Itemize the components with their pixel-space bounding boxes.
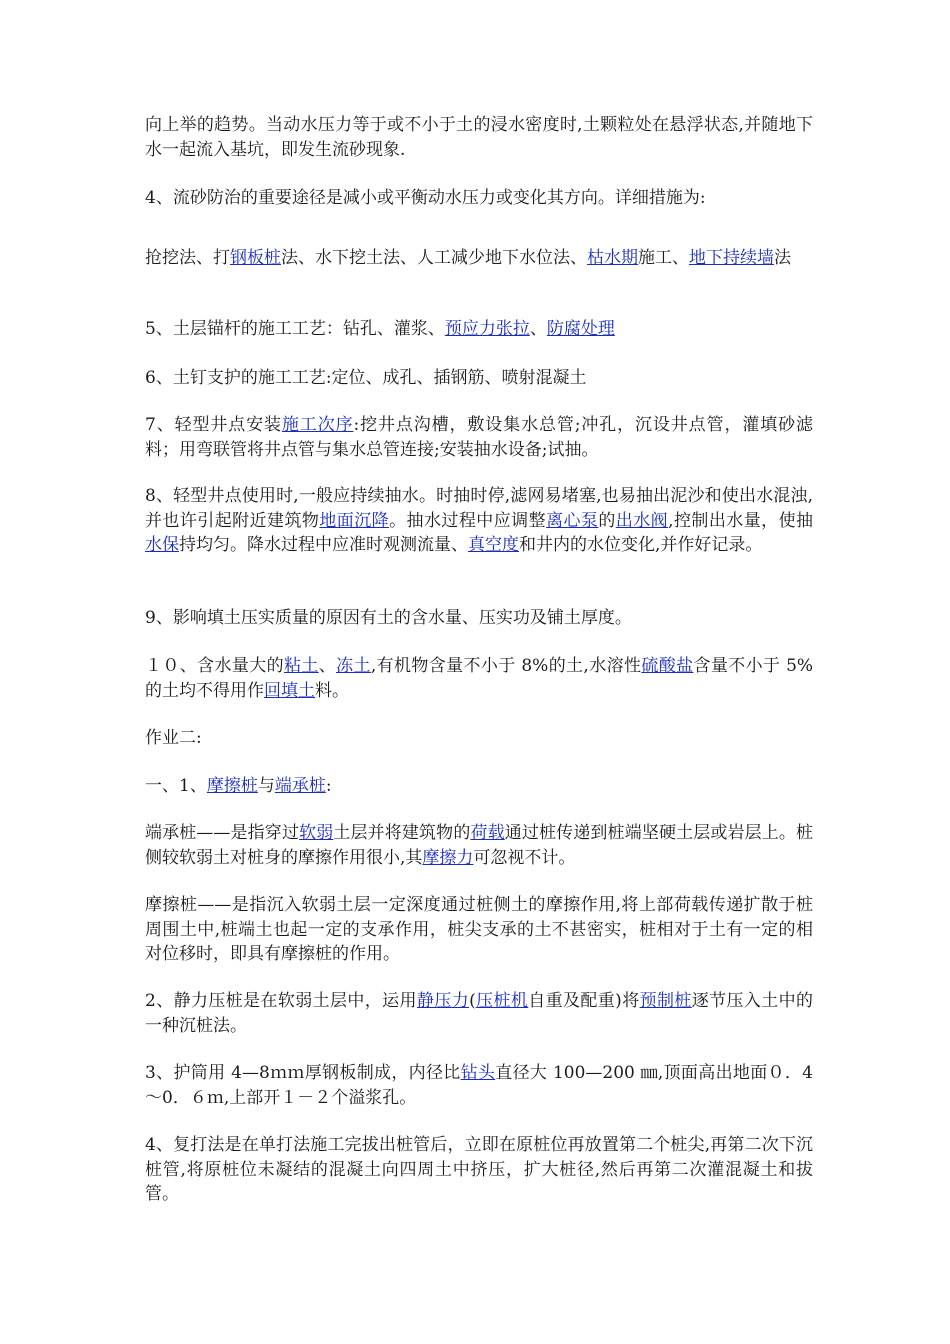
text-run: ( xyxy=(469,991,476,1011)
text-run: 法 xyxy=(774,248,791,268)
text-run: 自重及配重)将 xyxy=(528,991,640,1011)
text-run: ,控制出水量，使抽 xyxy=(668,510,814,531)
term-link[interactable]: 静压力 xyxy=(416,991,470,1011)
text-run: 一、1、 xyxy=(145,776,207,796)
term-link[interactable]: 水保 xyxy=(145,535,179,555)
paragraph-4-measures xyxy=(145,246,791,271)
text-run: 可忽视不计。 xyxy=(473,847,576,868)
term-link[interactable]: 硫酸盐 xyxy=(641,656,694,676)
term-link[interactable]: 回填土 xyxy=(264,680,315,701)
paragraph-10 xyxy=(145,654,813,703)
text-run: 作业二: xyxy=(145,728,202,748)
text-run: 持均匀。降水过程中应准时观测流量、 xyxy=(179,535,468,555)
text-run: 。抽水过程中应调整 xyxy=(389,510,547,531)
text-run: 抢挖法、打 xyxy=(145,248,230,268)
text-run: :挖井点沟槽，敷设集水总管;冲孔，沉设井点管，灌填砂滤料；用弯联管将井点管与集水总管连接;安装抽水设备;试抽。 xyxy=(145,415,813,460)
text-run: 法、水下挖土法、人工减少地下水位法、 xyxy=(281,248,587,268)
term-link[interactable]: 离心泵 xyxy=(546,510,599,531)
term-link[interactable]: 端承桩 xyxy=(274,776,326,796)
paragraph-5 xyxy=(145,317,615,342)
text-run: 6、土钉支护的施工工艺:定位、成孔、插钢筋、喷射混凝土 xyxy=(145,368,587,388)
text-run: 7、轻型井点安装 xyxy=(145,415,282,435)
term-link[interactable]: 摩擦桩 xyxy=(206,776,258,796)
paragraph-flow-sand-cause xyxy=(145,113,813,162)
term-link[interactable]: 粘土 xyxy=(283,656,319,676)
text-run: 3、护筒用 4—8ｍｍ厚钢板制成，内径比 xyxy=(145,1063,461,1083)
term-link[interactable]: 预制桩 xyxy=(639,991,692,1011)
paragraph-end-bearing-pile xyxy=(145,821,813,870)
term-link[interactable]: 软弱 xyxy=(299,823,334,843)
text-run: 4、复打法是在单打法施工完拔出桩管后，立即在原桩位再放置第二个桩尖,再第二次下沉桩管,将原桩位未凝结的混凝土向四周土中挤压，扩大桩径,然后再第二次灌混凝土和拔管。 xyxy=(145,1135,813,1204)
text-run: 4、流砂防治的重要途径是减小或平衡动水压力或变化其方向。详细措施为: xyxy=(145,188,706,208)
term-link[interactable]: 真空度 xyxy=(468,535,519,555)
text-run: 施工、 xyxy=(638,248,689,268)
text-run: 逐节压入土中的一种沉桩法。 xyxy=(145,991,814,1036)
term-link[interactable]: 枯水期 xyxy=(587,248,638,268)
text-run: 含量不小于 5%的土均不得用作 xyxy=(145,656,814,701)
text-run: 摩擦桩——是指沉入软弱土层一定深度通过桩侧土的摩擦作用,将上部荷载传递扩散于桩周围土中,桩端土也起一定的支承作用，桩尖支承的土不甚密实，桩相对于土有一定的相对位移时，即具有摩擦桩的作用。 xyxy=(145,895,813,964)
text-run: 、 xyxy=(529,319,547,339)
term-link[interactable]: 冻土 xyxy=(336,656,371,676)
term-link[interactable]: 地面沉降 xyxy=(319,510,390,531)
text-run: 9、影响填土压实质量的原因有土的含水量、压实功及铺土厚度。 xyxy=(145,608,632,628)
text-run: 土层并将建筑物的 xyxy=(333,823,471,843)
text-run: 与 xyxy=(257,776,275,796)
term-link[interactable]: 荷载 xyxy=(470,823,505,843)
paragraph-9 xyxy=(145,606,632,631)
paragraph-7 xyxy=(145,413,813,462)
term-link[interactable]: 防腐处理 xyxy=(546,319,615,339)
term-link[interactable]: 预应力张拉 xyxy=(444,319,530,339)
text-run: 5、土层锚杆的施工工艺：钻孔、灌浆、 xyxy=(145,319,445,339)
paragraph-4-re-driving xyxy=(145,1133,813,1207)
text-run: 料。 xyxy=(315,680,349,701)
text-run: : xyxy=(325,776,332,796)
text-run: 通过桩传递到桩端坚硬土层或岩层上。桩侧较软弱土对桩身的摩擦作用很小,其 xyxy=(145,823,814,868)
paragraph-friction-pile xyxy=(145,893,813,967)
term-link[interactable]: 钻头 xyxy=(460,1063,496,1083)
term-link[interactable]: 摩擦力 xyxy=(422,847,474,868)
paragraph-8 xyxy=(145,484,813,558)
paragraph-2-static-press xyxy=(145,989,813,1038)
term-link[interactable]: 地下持续墙 xyxy=(689,248,774,268)
paragraph-1-piles xyxy=(145,774,332,799)
text-run: 端承桩——是指穿过 xyxy=(145,823,300,843)
text-run: 8、轻型井点使用时,一般应持续抽水。时抽时停,滤网易堵塞,也易抽出泥沙和使出水混浊,并也许引起附近建筑物 xyxy=(145,486,813,531)
text-run: １０、含水量大的 xyxy=(145,656,284,676)
paragraph-6 xyxy=(145,366,587,391)
text-run: 直径大 100—200 ㎜,顶面高出地面０．4～0．６ｍ,上部开１－２个溢浆孔。 xyxy=(145,1063,813,1108)
text-run: ,有机物含量不小于 8%的土,水溶性 xyxy=(370,656,642,676)
term-link[interactable]: 出水阀 xyxy=(615,510,669,531)
text-run: 向上举的趋势。当动水压力等于或不小于土的浸水密度时,土颗粒处在悬浮状态,并随地下水一起流入基坑，即发生流砂现象. xyxy=(145,115,813,160)
term-link[interactable]: 施工次序 xyxy=(281,415,354,435)
text-run: 和井内的水位变化,并作好记录。 xyxy=(519,535,763,555)
text-run: 、 xyxy=(318,656,337,676)
term-link[interactable]: 钢板桩 xyxy=(230,248,281,268)
term-link[interactable]: 压桩机 xyxy=(475,991,529,1011)
paragraph-4-title xyxy=(145,186,706,211)
paragraph-3-casing xyxy=(145,1061,813,1110)
section-heading-homework-2 xyxy=(145,726,202,751)
text-run: 的 xyxy=(598,510,616,531)
text-run: 2、静力压桩是在软弱土层中，运用 xyxy=(145,991,417,1011)
